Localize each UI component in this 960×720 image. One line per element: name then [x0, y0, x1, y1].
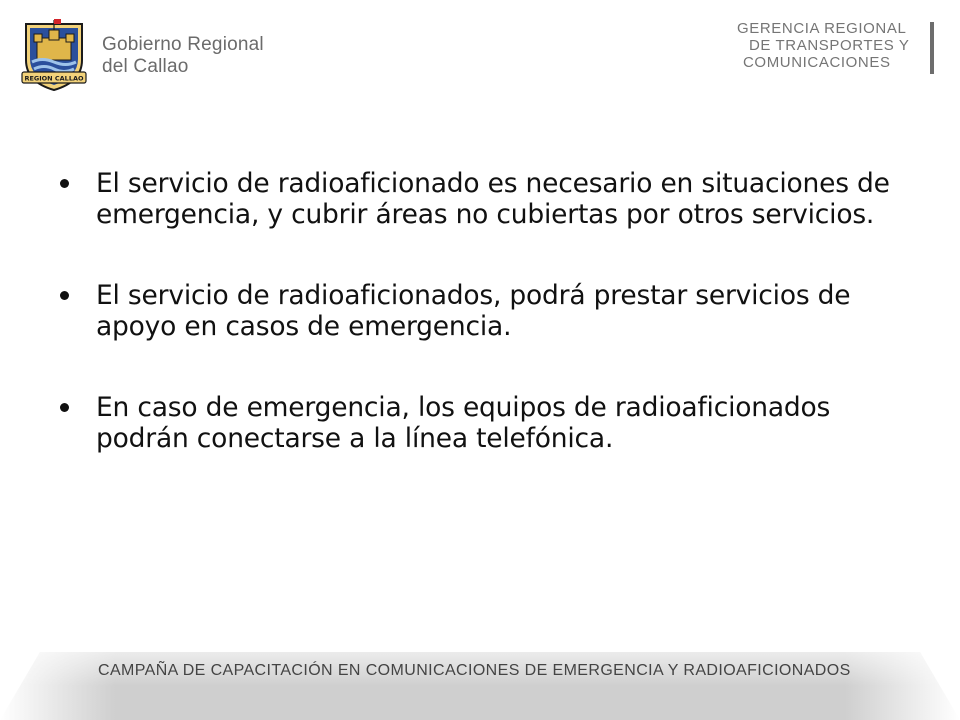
bullet-text: En caso de emergencia, los equipos de radioaficionados podrán conectarse a la línea telefónica.	[96, 392, 831, 454]
region-callao-label: REGION CALLAO	[24, 74, 84, 83]
bullet-list	[56, 168, 916, 504]
bullet-dot-icon	[60, 179, 69, 188]
gerencia-line3: COMUNICACIONES	[743, 54, 891, 71]
region-callao-shield-icon	[20, 14, 88, 92]
gobierno-regional-text	[102, 34, 264, 78]
gerencia-divider-bar	[930, 22, 934, 74]
gobierno-regional-line1: Gobierno Regional	[102, 34, 264, 55]
bullet-dot-icon	[60, 403, 69, 412]
gerencia-regional-logo	[734, 20, 934, 78]
gerencia-text	[737, 20, 922, 71]
bullet-item	[56, 280, 916, 342]
bullet-text: El servicio de radioaficionados, podrá prestar servicios de apoyo en casos de emergencia.	[96, 280, 851, 342]
bullet-item	[56, 392, 916, 454]
gobierno-regional-logo	[20, 14, 270, 94]
footer-band	[0, 652, 960, 720]
bullet-item	[56, 168, 916, 230]
bullet-text: El servicio de radioaficionado es necesario en situaciones de emergencia, y cubrir áreas no cubiertas por otros servicios.	[96, 168, 890, 230]
gobierno-regional-line2: del Callao	[102, 56, 189, 77]
bullet-dot-icon	[60, 291, 69, 300]
gerencia-line2: DE TRANSPORTES Y	[749, 37, 910, 54]
gerencia-line1: GERENCIA REGIONAL	[737, 20, 907, 37]
campaign-title: CAMPAÑA DE CAPACITACIÓN EN COMUNICACIONES DE EMERGENCIA Y RADIOAFICIONADOS	[98, 662, 851, 679]
